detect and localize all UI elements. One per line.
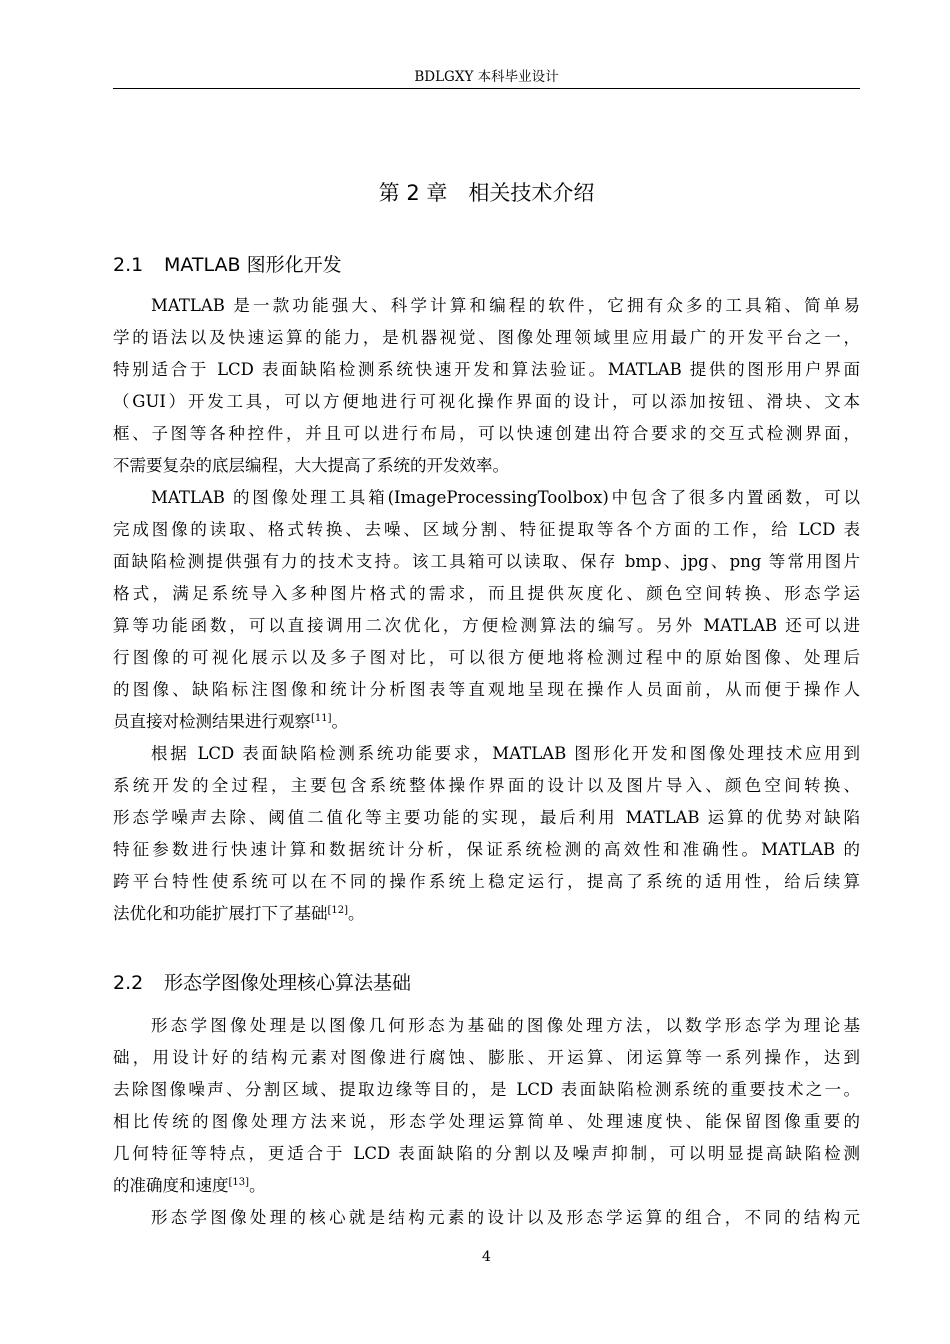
paragraph-line: 去除图像噪声、分割区域、提取边缘等目的，是 LCD 表面缺陷检测系统的重要技术之一。	[113, 1080, 860, 1099]
citation-ref: [13]	[228, 1177, 250, 1188]
paragraph-line: MATLAB 是一款功能强大、科学计算和编程的软件，它拥有众多的工具箱、简单易	[151, 296, 860, 315]
paragraph-matlab-intro	[113, 290, 860, 482]
paragraph-line: 面缺陷检测提供强有力的技术支持。该工具箱可以读取、保存 bmp、jpg、png 等常用图片	[113, 552, 860, 571]
paragraph-end: 。	[249, 1176, 266, 1195]
paragraph-line: 算等功能函数，可以直接调用二次优化，方便检测算法的编写。另外 MATLAB 还可以进	[113, 616, 860, 635]
paragraph-line: （GUI）开发工具，可以方便地进行可视化操作界面的设计，可以添加按钮、滑块、文本	[113, 392, 860, 411]
paragraph-text: 员直接对检测结果进行观察	[113, 712, 311, 731]
paragraph-morphology-intro	[113, 1010, 860, 1202]
paragraph-line: MATLAB 的图像处理工具箱(ImageProcessingToolbox)中包含了很多内置函数，可以	[151, 488, 860, 507]
citation-ref: [11]	[311, 713, 332, 724]
running-header: BDLGXY 本科毕业设计	[414, 69, 559, 85]
paragraph-line	[113, 898, 860, 930]
paragraph-line: 形态学图像处理的核心就是结构元素的设计以及形态学运算的组合，不同的结构元	[151, 1208, 860, 1227]
paragraph-line: 学的语法以及快速运算的能力，是机器视觉、图像处理领域里应用最广的开发平台之一，	[113, 328, 860, 347]
paragraph-image-toolbox	[113, 482, 860, 738]
section-number: 2.1	[113, 254, 144, 276]
paragraph-text: 的准确度和速度	[113, 1176, 229, 1195]
paragraph-line: 的图像、缺陷标注图像和统计分析图表等直观地呈现在操作人员面前，从而便于操作人	[113, 680, 860, 699]
paragraph-line: 行图像的可视化展示以及多子图对比，可以很方便地将检测过程中的原始图像、处理后	[113, 648, 860, 667]
section-title: 形态学图像处理核心算法基础	[164, 972, 412, 994]
section-number: 2.2	[113, 972, 144, 994]
paragraph-line: 相比传统的图像处理方法来说，形态学处理运算简单、处理速度快、能保留图像重要的	[113, 1112, 860, 1131]
paragraph-line: 形态学噪声去除、阈值二值化等主要功能的实现，最后利用 MATLAB 运算的优势对缺陷	[113, 808, 860, 827]
paragraph-line: 根据 LCD 表面缺陷检测系统功能要求，MATLAB 图形化开发和图像处理技术应用到	[151, 744, 860, 763]
paragraph-line: 几何特征等特点，更适合于 LCD 表面缺陷的分割以及噪声抑制，可以明显提高缺陷检测	[113, 1144, 860, 1163]
paragraph-line: 格式，满足系统导入多种图片格式的需求，而且提供灰度化、颜色空间转换、形态学运	[113, 584, 860, 603]
paragraph-line: 跨平台特性使系统可以在不同的操作系统上稳定运行，提高了系统的适用性，给后续算	[113, 872, 860, 891]
chapter-title: 第 2 章 相关技术介绍	[378, 181, 595, 205]
paragraph-end: 。	[331, 712, 349, 731]
paragraph-text: 法优化和功能扩展打下了基础	[113, 904, 328, 923]
paragraph-morphology-core	[113, 1202, 860, 1234]
section-heading-2-2	[113, 968, 860, 998]
section-heading-2-1	[113, 250, 860, 280]
paragraph-end: 。	[348, 904, 365, 923]
header-rule	[113, 88, 860, 89]
paragraph-line	[113, 1170, 860, 1202]
paragraph-line: 特别适合于 LCD 表面缺陷检测系统快速开发和算法验证。MATLAB 提供的图形用户界面	[113, 360, 860, 379]
paragraph-line: 不需要复杂的底层编程，大大提高了系统的开发效率。	[113, 456, 509, 475]
paragraph-system-application	[113, 738, 860, 930]
paragraph-line	[113, 706, 860, 738]
paragraph-line: 系统开发的全过程，主要包含系统整体操作界面的设计以及图片导入、颜色空间转换、	[113, 776, 860, 795]
paragraph-line: 框、子图等各种控件，并且可以进行布局，可以快速创建出符合要求的交互式检测界面，	[113, 424, 860, 443]
citation-ref: [12]	[327, 905, 349, 916]
paragraph-line: 完成图像的读取、格式转换、去噪、区域分割、特征提取等各个方面的工作，给 LCD 表	[113, 520, 860, 539]
paragraph-line: 础，用设计好的结构元素对图像进行腐蚀、膨胀、开运算、闭运算等一系列操作，达到	[113, 1048, 860, 1067]
page-number: 4	[482, 1249, 491, 1265]
section-title: MATLAB 图形化开发	[164, 254, 342, 276]
paragraph-line: 形态学图像处理是以图像几何形态为基础的图像处理方法，以数学形态学为理论基	[151, 1016, 860, 1035]
paragraph-line: 特征参数进行快速计算和数据统计分析，保证系统检测的高效性和准确性。MATLAB 的	[113, 840, 860, 859]
